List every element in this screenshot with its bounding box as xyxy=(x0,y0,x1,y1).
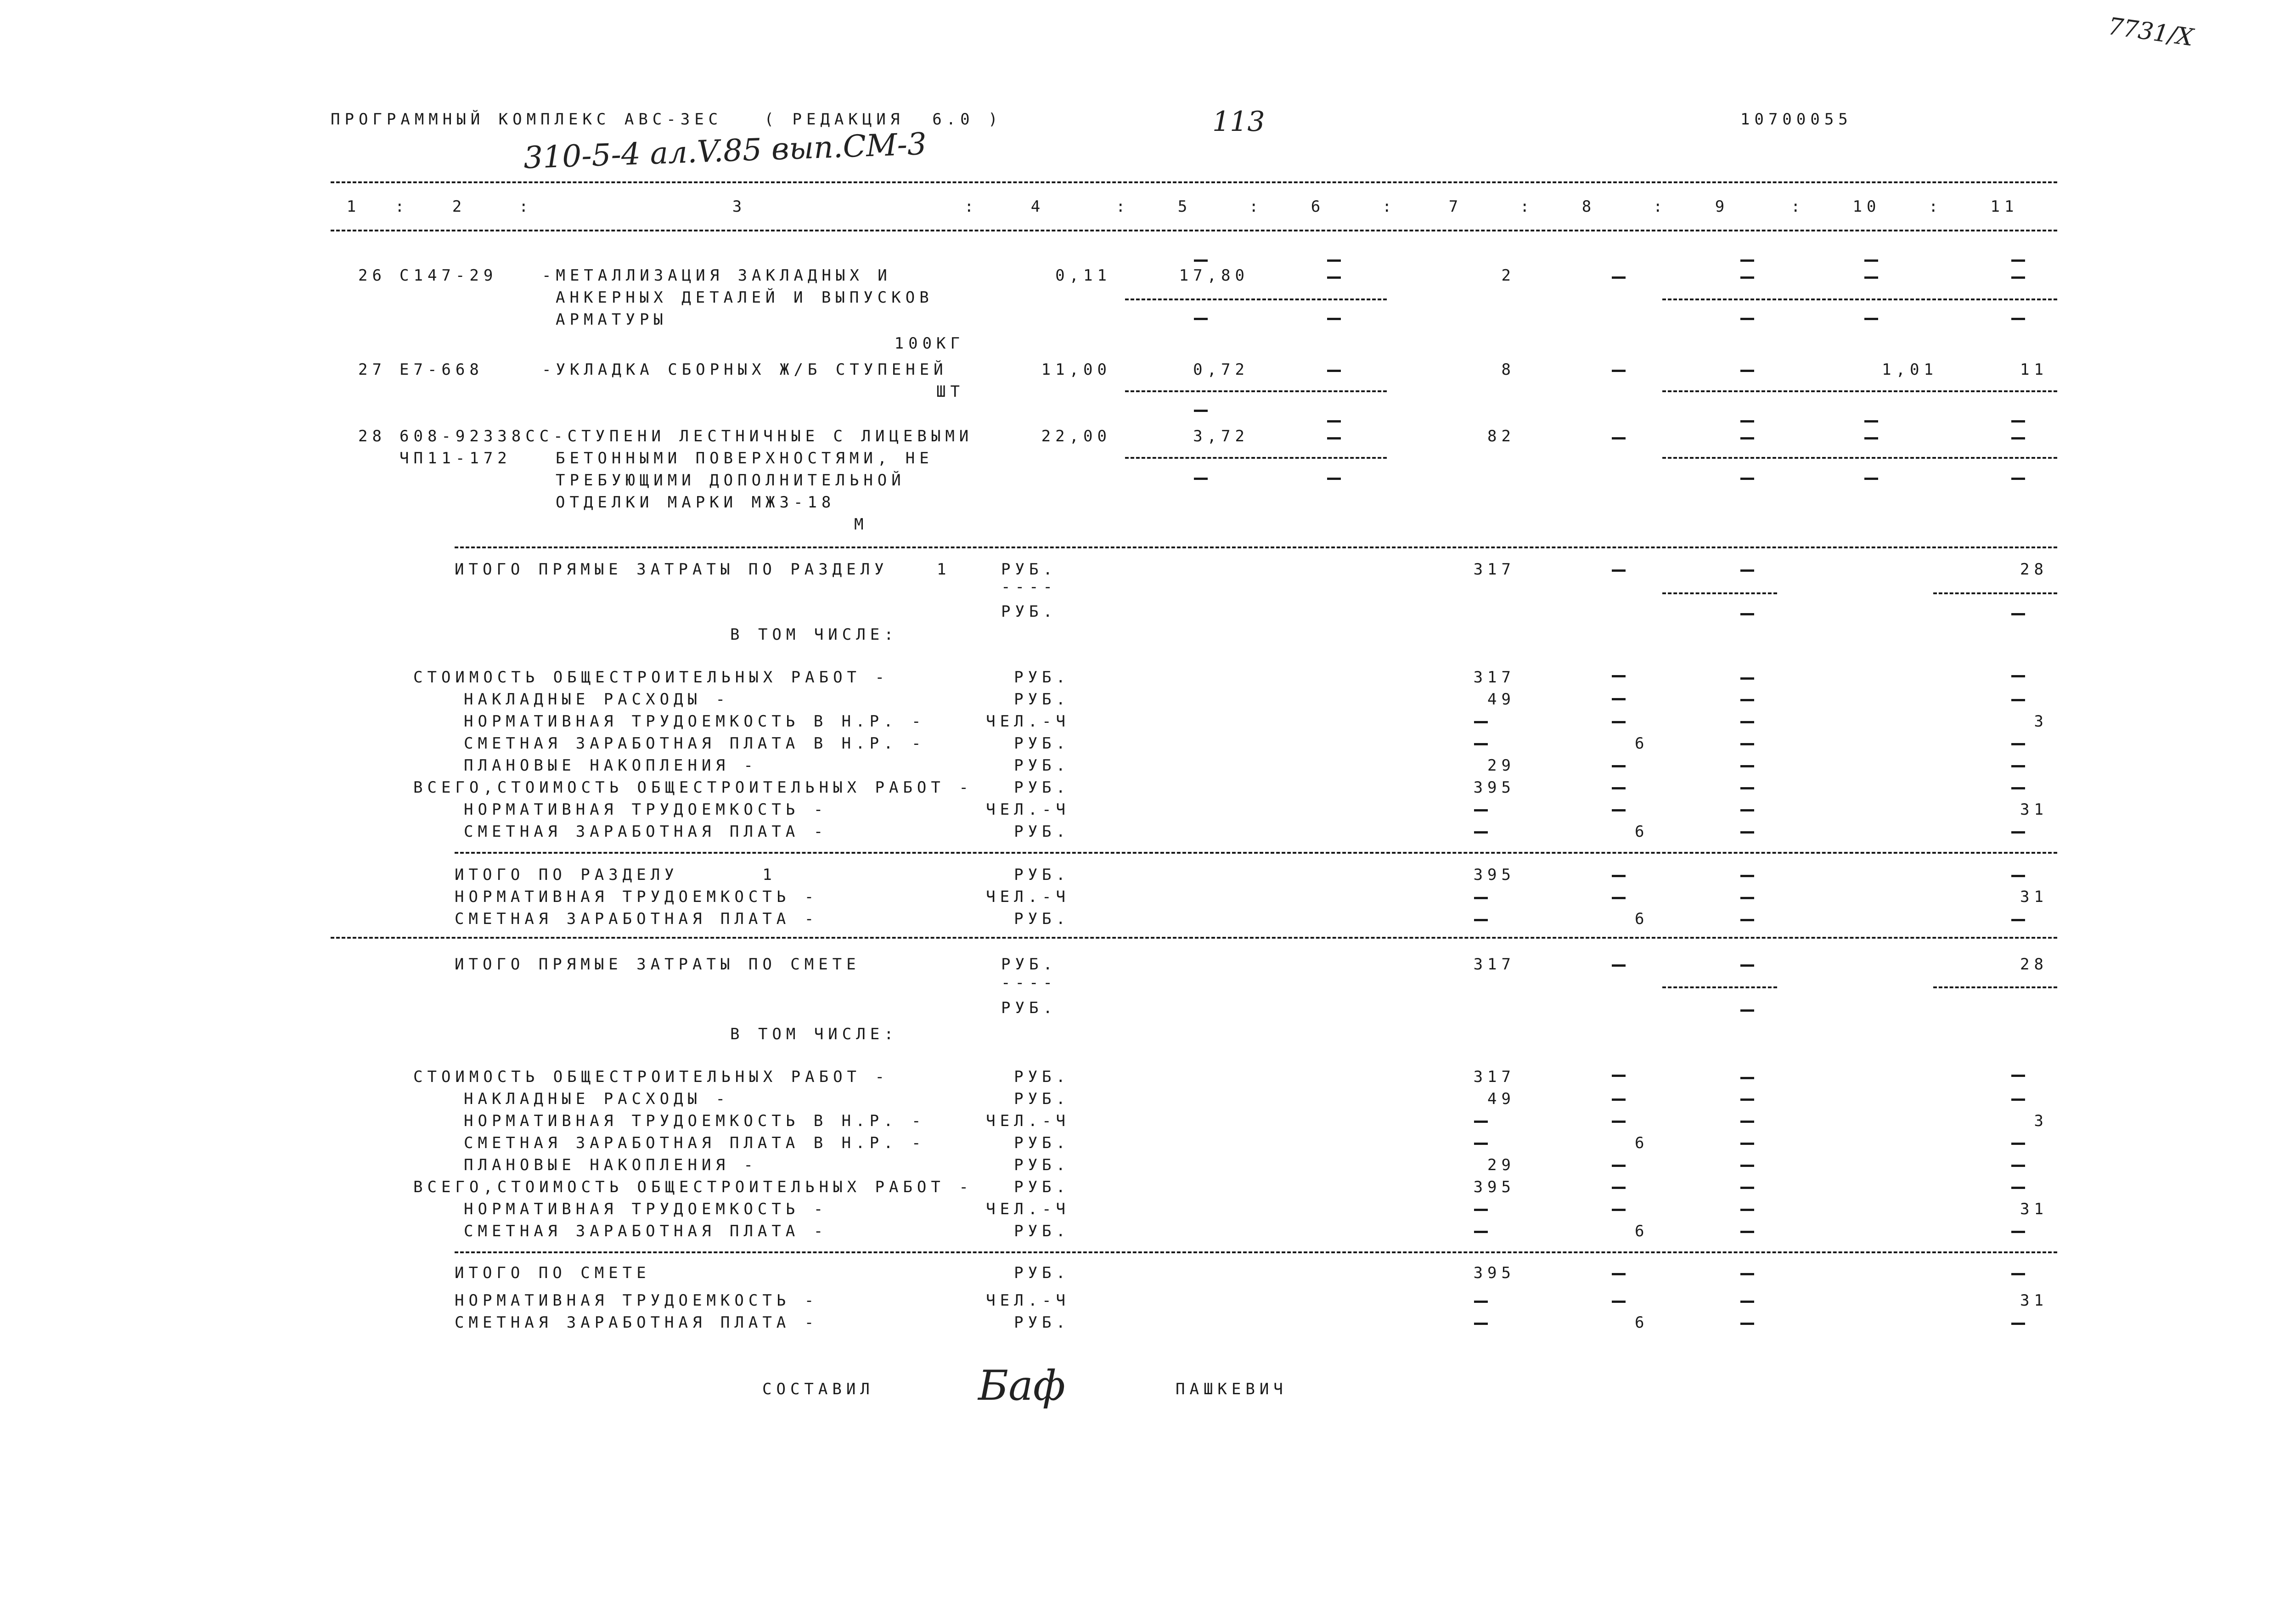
item-code-secondary: ЧП11-172 xyxy=(400,449,512,468)
empty-cell-dash xyxy=(1474,1301,1488,1303)
empty-cell-dash xyxy=(1612,809,1626,811)
empty-cell-dash xyxy=(1740,964,1754,967)
breakdown-unit: ЧЕЛ.-Ч xyxy=(986,712,1070,731)
sub-rule xyxy=(1125,390,1387,392)
empty-cell-dash xyxy=(1740,1231,1754,1233)
empty-cell-dash xyxy=(1740,831,1754,834)
empty-cell-dash xyxy=(1327,276,1341,279)
breakdown-unit: РУБ. xyxy=(1014,1090,1070,1108)
item-total: 2 xyxy=(1501,266,1515,285)
breakdown-label: НОРМАТИВНАЯ ТРУДОЕМКОСТЬ - xyxy=(464,800,828,819)
empty-cell-dash xyxy=(1740,420,1754,422)
breakdown-total: 29 xyxy=(1487,756,1515,775)
breakdown-unit: РУБ. xyxy=(1014,690,1070,709)
breakdown-label: НАКЛАДНЫЕ РАСХОДЫ - xyxy=(464,1090,730,1108)
empty-cell-dash xyxy=(1474,831,1488,834)
empty-cell-dash xyxy=(1194,318,1208,320)
column-number: 8 xyxy=(1581,197,1596,216)
empty-cell-dash xyxy=(2011,675,2025,677)
section-total-column-11: 31 xyxy=(2020,888,2048,906)
breakdown-column-9: 6 xyxy=(1635,734,1649,753)
empty-cell-dash xyxy=(2011,919,2025,921)
estimate-total-column-11: 31 xyxy=(2020,1291,2048,1310)
empty-cell-dash xyxy=(1327,420,1341,422)
breakdown-unit: РУБ. xyxy=(1014,1156,1070,1174)
empty-cell-dash xyxy=(1740,318,1754,320)
sub-rule xyxy=(1662,390,2057,392)
empty-cell-dash xyxy=(1474,1323,1488,1325)
empty-cell-dash xyxy=(2011,1323,2025,1325)
estimate-direct-separator: ---- xyxy=(1001,974,1057,992)
empty-cell-dash xyxy=(1194,259,1208,262)
empty-cell-dash xyxy=(2011,437,2025,439)
empty-cell-dash xyxy=(1612,1273,1626,1275)
page-number: 113 xyxy=(1212,106,1265,138)
empty-cell-dash xyxy=(1740,721,1754,723)
breakdown-label: СТОИМОСТЬ ОБЩЕСТРОИТЕЛЬНЫХ РАБОТ - xyxy=(413,668,889,687)
empty-cell-dash xyxy=(2011,318,2025,320)
sub-rule xyxy=(1662,592,1777,594)
breakdown-label: ВСЕГО,СТОИМОСТЬ ОБЩЕСТРОИТЕЛЬНЫХ РАБОТ - xyxy=(413,1178,973,1196)
breakdown-label: СМЕТНАЯ ЗАРАБОТНАЯ ПЛАТА - xyxy=(464,1222,828,1240)
sub-rule xyxy=(1662,457,2057,459)
empty-cell-dash xyxy=(1612,276,1626,279)
empty-cell-dash xyxy=(1740,1009,1754,1012)
program-title: ПРОГРАММНЫЙ КОМПЛЕКС АВС-ЗЕС ( РЕДАКЦИЯ 6.0 ) xyxy=(331,110,1002,129)
breakdown-column-11: 31 xyxy=(2020,1200,2048,1218)
empty-cell-dash xyxy=(1327,318,1341,320)
empty-cell-dash xyxy=(2011,1273,2025,1275)
empty-cell-dash xyxy=(2011,1187,2025,1189)
breakdown-label: ВСЕГО,СТОИМОСТЬ ОБЩЕСТРОИТЕЛЬНЫХ РАБОТ - xyxy=(413,778,973,797)
empty-cell-dash xyxy=(1612,1187,1626,1189)
item-unit-price: 3,72 xyxy=(1193,427,1249,445)
column-number: 6 xyxy=(1311,197,1325,216)
empty-cell-dash xyxy=(2011,765,2025,767)
empty-cell-dash xyxy=(1474,897,1488,899)
column-number: 3 xyxy=(732,197,747,216)
estimate-including: В ТОМ ЧИСЛЕ: xyxy=(730,1025,898,1043)
section-direct-unit: РУБ. xyxy=(1001,560,1057,579)
sub-rule xyxy=(1662,986,1777,988)
empty-cell-dash xyxy=(2011,259,2025,262)
empty-cell-dash xyxy=(1612,787,1626,789)
item-total: 82 xyxy=(1487,427,1515,445)
breakdown-unit: РУБ. xyxy=(1014,1222,1070,1240)
empty-cell-dash xyxy=(1740,569,1754,572)
section-direct-separator: ---- xyxy=(1001,578,1057,596)
breakdown-column-11: 31 xyxy=(2020,800,2048,819)
empty-cell-dash xyxy=(1740,897,1754,899)
header-rule-top xyxy=(331,181,2057,183)
empty-cell-dash xyxy=(1740,613,1754,615)
section-including: В ТОМ ЧИСЛЕ: xyxy=(730,625,898,644)
breakdown-unit: ЧЕЛ.-Ч xyxy=(986,800,1070,819)
item-description: АРМАТУРЫ xyxy=(556,310,668,329)
estimate-total-label: СМЕТНАЯ ЗАРАБОТНАЯ ПЛАТА - xyxy=(455,1313,819,1332)
breakdown-total: 317 xyxy=(1473,668,1515,687)
estimate-direct-label: ИТОГО ПРЯМЫЕ ЗАТРАТЫ ПО СМЕТЕ xyxy=(455,955,861,974)
empty-cell-dash xyxy=(1864,276,1878,279)
item-unit-price: 0,72 xyxy=(1193,361,1249,379)
empty-cell-dash xyxy=(1474,1143,1488,1145)
empty-cell-dash xyxy=(2011,831,2025,834)
sub-rule xyxy=(1933,592,2057,594)
item-description: -УКЛАДКА СБОРНЫХ Ж/Б СТУПЕНЕЙ xyxy=(542,361,948,379)
item-column-11: 11 xyxy=(2020,361,2048,379)
empty-cell-dash xyxy=(2011,699,2025,701)
section-total-unit: РУБ. xyxy=(1014,910,1070,928)
empty-cell-dash xyxy=(1740,1077,1754,1079)
breakdown-total: 49 xyxy=(1487,690,1515,709)
estimate-total-column-9: 6 xyxy=(1635,1313,1649,1332)
empty-cell-dash xyxy=(1740,1187,1754,1189)
empty-cell-dash xyxy=(1612,698,1626,700)
document-code: 10700055 xyxy=(1740,110,1852,129)
empty-cell-dash xyxy=(1612,1075,1626,1077)
column-number: 4 xyxy=(1030,197,1045,216)
breakdown-total: 395 xyxy=(1473,1178,1515,1196)
breakdown-label: СМЕТНАЯ ЗАРАБОТНАЯ ПЛАТА В Н.Р. - xyxy=(464,1134,926,1152)
empty-cell-dash xyxy=(1740,1098,1754,1101)
empty-cell-dash xyxy=(1740,699,1754,701)
item-column-10: 1,01 xyxy=(1882,361,1938,379)
empty-cell-dash xyxy=(1740,1273,1754,1275)
empty-cell-dash xyxy=(1740,276,1754,279)
empty-cell-dash xyxy=(1740,809,1754,811)
empty-cell-dash xyxy=(1612,964,1626,967)
empty-cell-dash xyxy=(1327,259,1341,262)
section-total-unit: РУБ. xyxy=(1014,866,1070,884)
breakdown-unit: РУБ. xyxy=(1014,668,1070,687)
empty-cell-dash xyxy=(1740,875,1754,877)
signature: Баф xyxy=(978,1362,1066,1410)
item-number: 26 xyxy=(358,266,386,285)
column-number: 2 xyxy=(452,197,467,216)
item-quantity: 22,00 xyxy=(1041,427,1111,445)
empty-cell-dash xyxy=(1612,721,1626,723)
item-unit: 100КГ xyxy=(894,334,964,353)
item-unit: ШТ xyxy=(936,383,964,401)
empty-cell-dash xyxy=(2011,613,2025,615)
empty-cell-dash xyxy=(1864,318,1878,320)
section-direct-number: 1 xyxy=(937,560,951,579)
estimate-total-value: 395 xyxy=(1473,1264,1515,1282)
empty-cell-dash xyxy=(1327,437,1341,439)
section-direct-label: ИТОГО ПРЯМЫЕ ЗАТРАТЫ ПО РАЗДЕЛУ xyxy=(455,560,889,579)
estimate-total-unit: ЧЕЛ.-Ч xyxy=(986,1291,1070,1310)
empty-cell-dash xyxy=(1740,1165,1754,1167)
empty-cell-dash xyxy=(1740,370,1754,372)
corner-annotation: 7731/Х xyxy=(2106,12,2195,52)
item-number: 27 xyxy=(358,361,386,379)
empty-cell-dash xyxy=(1740,787,1754,789)
sub-rule xyxy=(1125,299,1387,300)
breakdown-column-9: 6 xyxy=(1635,1222,1649,1240)
empty-cell-dash xyxy=(2011,1075,2025,1077)
item-quantity: 11,00 xyxy=(1041,361,1111,379)
empty-cell-dash xyxy=(1474,721,1488,723)
section-direct-unit-2: РУБ. xyxy=(1001,603,1057,621)
breakdown-label: НОРМАТИВНАЯ ТРУДОЕМКОСТЬ В Н.Р. - xyxy=(464,712,926,731)
breakdown-label: СТОИМОСТЬ ОБЩЕСТРОИТЕЛЬНЫХ РАБОТ - xyxy=(413,1068,889,1086)
empty-cell-dash xyxy=(1740,743,1754,745)
column-number: 10 xyxy=(1852,197,1881,216)
breakdown-column-9: 6 xyxy=(1635,822,1649,841)
breakdown-unit: РУБ. xyxy=(1014,756,1070,775)
compiler-name: ПАШКЕВИЧ xyxy=(1176,1380,1288,1398)
breakdown-unit: РУБ. xyxy=(1014,1068,1070,1086)
empty-cell-dash xyxy=(1474,1209,1488,1211)
empty-cell-dash xyxy=(1612,1121,1626,1123)
empty-cell-dash xyxy=(1740,765,1754,767)
item-code: С147-29 xyxy=(400,266,498,285)
estimate-total-unit: РУБ. xyxy=(1014,1313,1070,1332)
sub-rule xyxy=(1662,299,2057,300)
column-number: 11 xyxy=(1990,197,2019,216)
empty-cell-dash xyxy=(1612,897,1626,899)
empty-cell-dash xyxy=(2011,743,2025,745)
item-quantity: 0,11 xyxy=(1055,266,1111,285)
section-total-label: СМЕТНАЯ ЗАРАБОТНАЯ ПЛАТА - xyxy=(455,910,819,928)
empty-cell-dash xyxy=(1612,569,1626,572)
breakdown-unit: ЧЕЛ.-Ч xyxy=(986,1112,1070,1130)
empty-cell-dash xyxy=(1194,410,1208,412)
empty-cell-dash xyxy=(1740,259,1754,262)
item-number: 28 xyxy=(358,427,386,445)
empty-cell-dash xyxy=(1740,437,1754,439)
breakdown-total: 395 xyxy=(1473,778,1515,797)
section-total-value: 395 xyxy=(1473,866,1515,884)
empty-cell-dash xyxy=(1864,478,1878,480)
estimate-direct-total: 317 xyxy=(1473,955,1515,974)
empty-cell-dash xyxy=(1474,809,1488,811)
empty-cell-dash xyxy=(1612,1098,1626,1101)
breakdown-column-11: 3 xyxy=(2034,1112,2048,1130)
section-direct-column-11: 28 xyxy=(2020,560,2048,579)
breakdown-unit: РУБ. xyxy=(1014,1178,1070,1196)
item-description: БЕТОННЫМИ ПОВЕРХНОСТЯМИ, НЕ xyxy=(556,449,934,468)
breakdown-unit: РУБ. xyxy=(1014,734,1070,753)
item-code: 608-92338СС-СТУПЕНИ ЛЕСТНИЧНЫЕ С ЛИЦЕВЫМИ xyxy=(400,427,974,445)
breakdown-label: НАКЛАДНЫЕ РАСХОДЫ - xyxy=(464,690,730,709)
empty-cell-dash xyxy=(1612,1165,1626,1167)
sub-rule xyxy=(1125,457,1387,459)
estimate-total-label: НОРМАТИВНАЯ ТРУДОЕМКОСТЬ - xyxy=(455,1291,819,1310)
breakdown-label: ПЛАНОВЫЕ НАКОПЛЕНИЯ - xyxy=(464,1156,758,1174)
empty-cell-dash xyxy=(2011,787,2025,789)
empty-cell-dash xyxy=(2011,1165,2025,1167)
section-total-unit: ЧЕЛ.-Ч xyxy=(986,888,1070,906)
section-rule xyxy=(331,937,2057,939)
empty-cell-dash xyxy=(1740,1301,1754,1303)
section-rule xyxy=(455,546,2057,548)
breakdown-label: НОРМАТИВНАЯ ТРУДОЕМКОСТЬ В Н.Р. - xyxy=(464,1112,926,1130)
breakdown-unit: РУБ. xyxy=(1014,778,1070,797)
breakdown-total: 29 xyxy=(1487,1156,1515,1174)
item-description: -МЕТАЛЛИЗАЦИЯ ЗАКЛАДНЫХ И xyxy=(542,266,892,285)
empty-cell-dash xyxy=(1740,1323,1754,1325)
item-description: ТРЕБУЮЩИМИ ДОПОЛНИТЕЛЬНОЙ xyxy=(556,471,906,490)
column-number: 5 xyxy=(1177,197,1192,216)
empty-cell-dash xyxy=(1740,919,1754,921)
estimate-direct-unit: РУБ. xyxy=(1001,955,1057,974)
item-total: 8 xyxy=(1501,361,1515,379)
breakdown-column-11: 3 xyxy=(2034,712,2048,731)
section-direct-total: 317 xyxy=(1473,560,1515,579)
breakdown-total: 49 xyxy=(1487,1090,1515,1108)
empty-cell-dash xyxy=(1612,875,1626,877)
sub-rule xyxy=(1933,986,2057,988)
empty-cell-dash xyxy=(1612,765,1626,767)
empty-cell-dash xyxy=(1740,1143,1754,1145)
empty-cell-dash xyxy=(1740,1121,1754,1123)
breakdown-unit: ЧЕЛ.-Ч xyxy=(986,1200,1070,1218)
column-number: 7 xyxy=(1448,197,1463,216)
empty-cell-dash xyxy=(1864,420,1878,422)
empty-cell-dash xyxy=(2011,875,2025,877)
section-rule xyxy=(455,852,2057,854)
handwritten-subtitle: 310-5-4 ал.V.85 вып.СМ-3 xyxy=(523,126,928,176)
empty-cell-dash xyxy=(2011,478,2025,480)
empty-cell-dash xyxy=(2011,1143,2025,1145)
column-number: 1 xyxy=(346,197,361,216)
empty-cell-dash xyxy=(2011,1231,2025,1233)
empty-cell-dash xyxy=(1740,478,1754,480)
item-code: Е7-668 xyxy=(400,361,484,379)
empty-cell-dash xyxy=(1740,1209,1754,1211)
breakdown-total: 317 xyxy=(1473,1068,1515,1086)
breakdown-label: СМЕТНАЯ ЗАРАБОТНАЯ ПЛАТА - xyxy=(464,822,828,841)
empty-cell-dash xyxy=(1194,478,1208,480)
empty-cell-dash xyxy=(1612,370,1626,372)
estimate-direct-column-11: 28 xyxy=(2020,955,2048,974)
item-description: ОТДЕЛКИ МАРКИ МЖ3-18 xyxy=(556,493,836,512)
estimate-total-label: ИТОГО ПО СМЕТЕ xyxy=(455,1264,651,1282)
section-total-column-9: 6 xyxy=(1635,910,1649,928)
breakdown-label: НОРМАТИВНАЯ ТРУДОЕМКОСТЬ - xyxy=(464,1200,828,1218)
empty-cell-dash xyxy=(1612,1301,1626,1303)
empty-cell-dash xyxy=(1612,675,1626,677)
empty-cell-dash xyxy=(1864,437,1878,439)
section-total-label: ИТОГО ПО РАЗДЕЛУ 1 xyxy=(455,866,777,884)
breakdown-label: ПЛАНОВЫЕ НАКОПЛЕНИЯ - xyxy=(464,756,758,775)
item-unit-price: 17,80 xyxy=(1179,266,1249,285)
section-total-label: НОРМАТИВНАЯ ТРУДОЕМКОСТЬ - xyxy=(455,888,819,906)
empty-cell-dash xyxy=(1612,437,1626,439)
breakdown-unit: РУБ. xyxy=(1014,822,1070,841)
estimate-direct-unit-2: РУБ. xyxy=(1001,999,1057,1017)
empty-cell-dash xyxy=(1474,919,1488,921)
column-number: 9 xyxy=(1715,197,1729,216)
item-unit: М xyxy=(854,515,868,534)
breakdown-column-9: 6 xyxy=(1635,1134,1649,1152)
empty-cell-dash xyxy=(2011,276,2025,279)
compiled-by-label: СОСТАВИЛ xyxy=(762,1380,874,1398)
empty-cell-dash xyxy=(1740,677,1754,680)
empty-cell-dash xyxy=(1474,1231,1488,1233)
section-rule xyxy=(455,1251,2057,1253)
empty-cell-dash xyxy=(1474,1121,1488,1123)
empty-cell-dash xyxy=(1864,259,1878,262)
empty-cell-dash xyxy=(2011,1098,2025,1101)
empty-cell-dash xyxy=(2011,420,2025,422)
empty-cell-dash xyxy=(1327,478,1341,480)
breakdown-unit: РУБ. xyxy=(1014,1134,1070,1152)
empty-cell-dash xyxy=(1327,370,1341,372)
header-rule-bottom xyxy=(331,230,2057,231)
empty-cell-dash xyxy=(1612,1209,1626,1211)
empty-cell-dash xyxy=(1474,743,1488,745)
breakdown-label: СМЕТНАЯ ЗАРАБОТНАЯ ПЛАТА В Н.Р. - xyxy=(464,734,926,753)
item-description: АНКЕРНЫХ ДЕТАЛЕЙ И ВЫПУСКОВ xyxy=(556,288,934,307)
estimate-total-unit: РУБ. xyxy=(1014,1264,1070,1282)
